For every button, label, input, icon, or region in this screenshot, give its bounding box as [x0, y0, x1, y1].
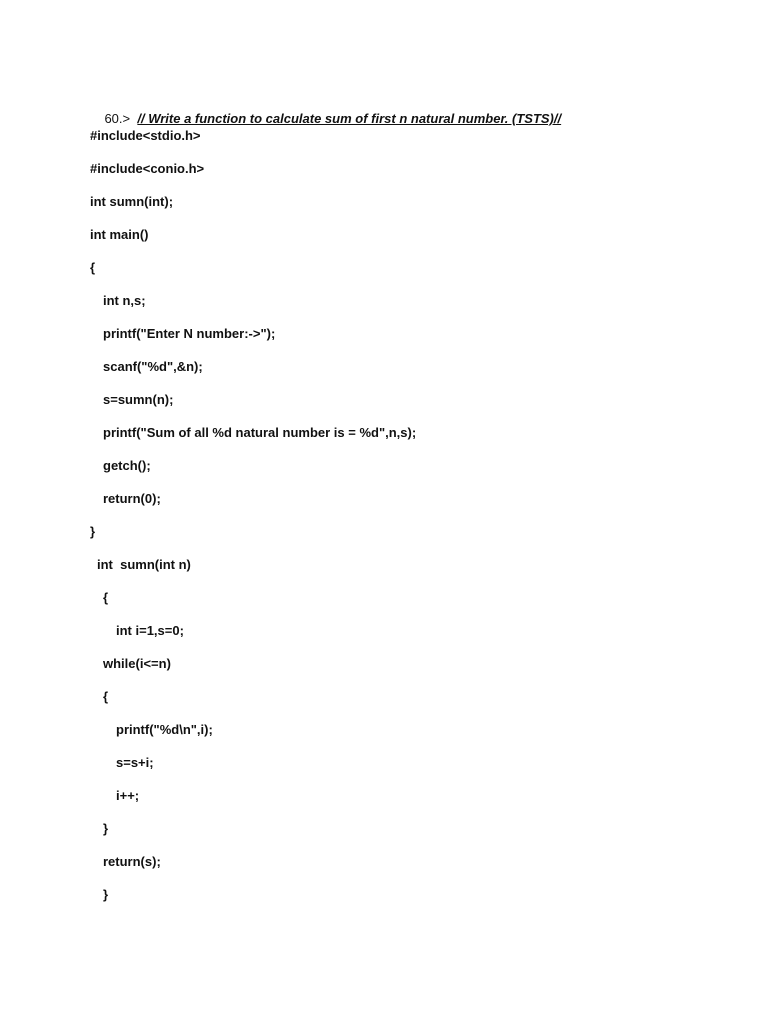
code-line: printf("Enter N number:->"); — [103, 326, 276, 341]
code-line: printf("Sum of all %d natural number is = %d",n,s); — [103, 425, 417, 440]
code-line: } — [103, 887, 109, 902]
code-line: int sumn(int); — [90, 194, 174, 209]
question-number: 60.> — [104, 111, 131, 126]
code-line: int sumn(int n) — [97, 557, 191, 572]
code-line: getch(); — [103, 458, 151, 473]
code-line: #include<conio.h> — [90, 161, 205, 176]
code-line: } — [103, 821, 109, 836]
code-line: { — [103, 689, 109, 704]
code-line: i++; — [116, 788, 140, 803]
code-line: s=s+i; — [116, 755, 154, 770]
code-line: int n,s; — [103, 293, 146, 308]
code-line: #include<stdio.h> — [90, 128, 201, 143]
code-line: scanf("%d",&n); — [103, 359, 203, 374]
code-line: { — [103, 590, 109, 605]
code-line: } — [90, 524, 96, 539]
code-line: { — [90, 260, 96, 275]
code-line: int main() — [90, 227, 149, 242]
code-line: printf("%d\n",i); — [116, 722, 213, 737]
code-line: s=sumn(n); — [103, 392, 174, 407]
code-line: int i=1,s=0; — [116, 623, 184, 638]
question-title: // Write a function to calculate sum of first n natural number. (TSTS)// — [137, 111, 562, 126]
code-line: return(s); — [103, 854, 161, 869]
code-line: return(0); — [103, 491, 161, 506]
code-line: while(i<=n) — [103, 656, 171, 671]
